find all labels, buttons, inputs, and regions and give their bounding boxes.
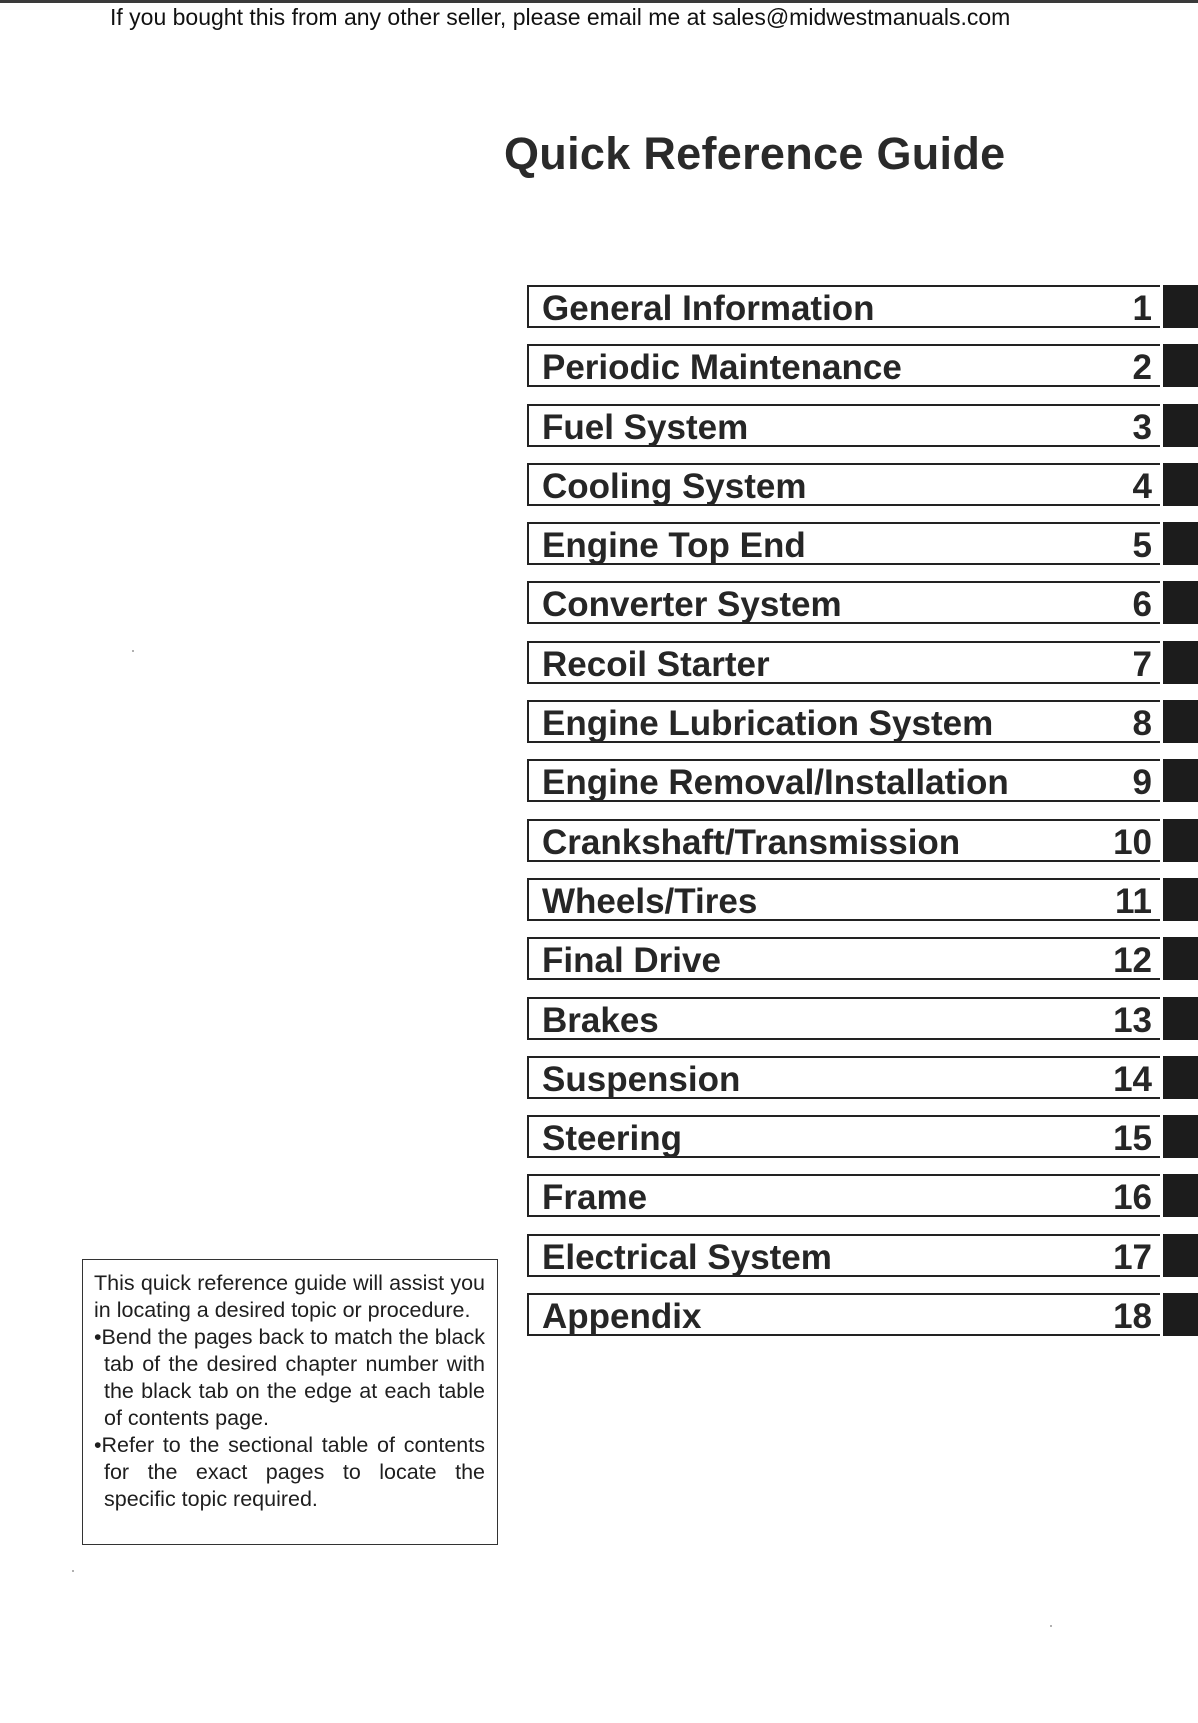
chapter-entry-suspension[interactable] xyxy=(527,1056,1198,1099)
chapter-entry-crankshaft-transmission[interactable] xyxy=(527,819,1198,862)
chapter-label: Cooling System xyxy=(542,466,807,506)
chapter-label: Engine Removal/Installation xyxy=(542,763,1009,803)
chapter-list xyxy=(527,285,1198,1352)
chapter-entry-appendix[interactable] xyxy=(527,1293,1198,1336)
chapter-box xyxy=(527,641,1160,684)
chapter-black-tab xyxy=(1160,581,1198,624)
chapter-entry-final-drive[interactable] xyxy=(527,937,1198,980)
chapter-box xyxy=(527,1293,1160,1336)
chapter-entry-frame[interactable] xyxy=(527,1174,1198,1217)
chapter-black-tab xyxy=(1160,1115,1198,1158)
chapter-number: 7 xyxy=(1132,644,1152,684)
chapter-number: 12 xyxy=(1113,941,1152,981)
chapter-entry-fuel-system[interactable] xyxy=(527,404,1198,447)
usage-note-bullet-bend-pages: •Bend the pages back to match the black tab of the desired chapter number with the black tab on the edge at each table of contents page. xyxy=(94,1325,485,1430)
chapter-number: 15 xyxy=(1113,1119,1152,1159)
chapter-label: Fuel System xyxy=(542,407,749,447)
chapter-label: Recoil Starter xyxy=(542,644,770,684)
chapter-entry-converter-system[interactable] xyxy=(527,581,1198,624)
chapter-entry-periodic-maintenance[interactable] xyxy=(527,344,1198,387)
chapter-box xyxy=(527,344,1160,387)
usage-note-box xyxy=(82,1259,498,1545)
chapter-number: 11 xyxy=(1115,881,1152,921)
chapter-label: Frame xyxy=(542,1178,648,1218)
chapter-label: Crankshaft/Transmission xyxy=(542,822,961,862)
chapter-entry-cooling-system[interactable] xyxy=(527,463,1198,506)
chapter-black-tab xyxy=(1160,404,1198,447)
chapter-black-tab xyxy=(1160,700,1198,743)
chapter-number: 1 xyxy=(1132,289,1152,328)
chapter-number: 4 xyxy=(1132,466,1152,506)
chapter-box xyxy=(527,581,1160,624)
chapter-box xyxy=(527,700,1160,743)
chapter-entry-electrical-system[interactable] xyxy=(527,1234,1198,1277)
chapter-black-tab xyxy=(1160,641,1198,684)
chapter-box xyxy=(527,1115,1160,1158)
scan-speck xyxy=(1050,1625,1052,1627)
chapter-box xyxy=(527,463,1160,506)
chapter-black-tab xyxy=(1160,997,1198,1040)
chapter-number: 16 xyxy=(1113,1178,1152,1218)
chapter-entry-engine-top-end[interactable] xyxy=(527,522,1198,565)
chapter-number: 17 xyxy=(1113,1237,1152,1277)
chapter-box xyxy=(527,759,1160,802)
chapter-label: Wheels/Tires xyxy=(542,881,758,921)
chapter-number: 13 xyxy=(1113,1000,1152,1040)
chapter-number: 6 xyxy=(1132,585,1152,625)
chapter-entry-wheels-tires[interactable] xyxy=(527,878,1198,921)
chapter-number: 10 xyxy=(1113,822,1152,862)
chapter-box xyxy=(527,1056,1160,1099)
chapter-number: 14 xyxy=(1113,1059,1152,1099)
chapter-box xyxy=(527,819,1160,862)
chapter-label: Electrical System xyxy=(542,1237,832,1277)
chapter-box xyxy=(527,404,1160,447)
chapter-entry-engine-removal-installation[interactable] xyxy=(527,759,1198,802)
chapter-black-tab xyxy=(1160,344,1198,387)
top-border-rule xyxy=(0,0,1198,3)
chapter-label: Engine Lubrication System xyxy=(542,704,994,744)
chapter-entry-engine-lubrication-system[interactable] xyxy=(527,700,1198,743)
usage-note-bullet-refer-contents: •Refer to the sectional table of contents for the exact pages to locate the specific topic required. xyxy=(94,1433,485,1511)
chapter-black-tab xyxy=(1160,1174,1198,1217)
chapter-number: 2 xyxy=(1132,348,1152,388)
chapter-entry-steering[interactable] xyxy=(527,1115,1198,1158)
chapter-box xyxy=(527,878,1160,921)
chapter-black-tab xyxy=(1160,1056,1198,1099)
scan-speck xyxy=(72,1570,74,1572)
chapter-label: Final Drive xyxy=(542,941,721,981)
chapter-black-tab xyxy=(1160,759,1198,802)
usage-note-intro: This quick reference guide will assist you in locating a desired topic or procedure. xyxy=(94,1271,485,1322)
chapter-box xyxy=(527,1174,1160,1217)
chapter-box xyxy=(527,937,1160,980)
chapter-label: Brakes xyxy=(542,1000,659,1040)
chapter-label: Suspension xyxy=(542,1059,741,1099)
chapter-entry-brakes[interactable] xyxy=(527,997,1198,1040)
chapter-box xyxy=(527,522,1160,565)
chapter-number: 18 xyxy=(1113,1297,1152,1337)
chapter-label: Steering xyxy=(542,1119,683,1159)
chapter-label: Periodic Maintenance xyxy=(542,348,902,388)
chapter-black-tab xyxy=(1160,1234,1198,1277)
chapter-label: Engine Top End xyxy=(542,526,806,566)
chapter-black-tab xyxy=(1160,285,1198,328)
chapter-black-tab xyxy=(1160,878,1198,921)
chapter-label: Converter System xyxy=(542,585,842,625)
chapter-entry-general-information[interactable] xyxy=(527,285,1198,328)
page-title: Quick Reference Guide xyxy=(504,128,1006,179)
chapter-entry-recoil-starter[interactable] xyxy=(527,641,1198,684)
chapter-box xyxy=(527,285,1160,328)
chapter-number: 5 xyxy=(1132,526,1152,566)
chapter-box xyxy=(527,997,1160,1040)
chapter-black-tab xyxy=(1160,463,1198,506)
chapter-number: 8 xyxy=(1132,704,1152,744)
chapter-black-tab xyxy=(1160,937,1198,980)
chapter-number: 3 xyxy=(1132,407,1152,447)
chapter-black-tab xyxy=(1160,819,1198,862)
scan-speck xyxy=(132,650,134,652)
chapter-box xyxy=(527,1234,1160,1277)
chapter-label: General Information xyxy=(542,289,875,328)
chapter-label: Appendix xyxy=(542,1297,702,1337)
seller-notice: If you bought this from any other seller, please email me at sales@midwestmanuals.com xyxy=(110,4,1011,30)
chapter-black-tab xyxy=(1160,1293,1198,1336)
chapter-black-tab xyxy=(1160,522,1198,565)
chapter-number: 9 xyxy=(1132,763,1152,803)
